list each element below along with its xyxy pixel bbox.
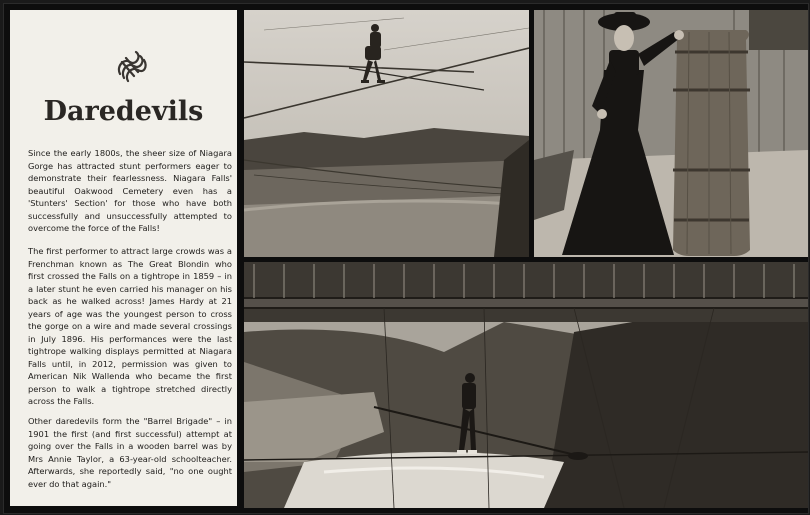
barrel-paragraph: Other daredevils form the "Barrel Brigade" – in 1901 the first (and first successful) attempt at going over the Falls in a wooden barrel was by Mrs Annie Taylor, a 63-year-old schoolteacher. Afterwards, she reportedly said, "no one ought ever do that again." bbox=[28, 416, 232, 489]
photo-blondin-tightrope bbox=[244, 10, 529, 257]
photo-hardy-gorge-bridge bbox=[244, 262, 808, 508]
photo-annie-taylor-barrel bbox=[534, 10, 808, 257]
rope-knot-icon bbox=[114, 48, 150, 84]
page-title: Daredevils bbox=[43, 96, 204, 127]
sign-board bbox=[3, 3, 809, 514]
blondin-paragraph: The first performer to attract large crowds was a Frenchman known as The Great Blondin who first crossed the Falls on a tightrope in 1859 – in a later stunt he even carried his manager on his back as he walked across! James Hardy at 21 years of age was the youngest person to cross the gorge on a wire and made several crossings in July 1896. His performances were the last tightrope walking displays permitted at Niagara Falls until, in 2012, permission was given to American Nik Wallenda who became the first person to walk a tightrope stretched directly across the Falls. bbox=[28, 246, 232, 406]
intro-paragraph: Since the early 1800s, the sheer size of Niagara Gorge has attracted stunt performers eager to demonstrate their fearlessness. Niagara Falls' beautiful Oakwood Cemetery even has a 'Stunters' Section' for those who have both successfully and unsuccessfully attempted to overcome the force of the Falls! bbox=[28, 148, 232, 233]
text-column bbox=[10, 10, 237, 506]
